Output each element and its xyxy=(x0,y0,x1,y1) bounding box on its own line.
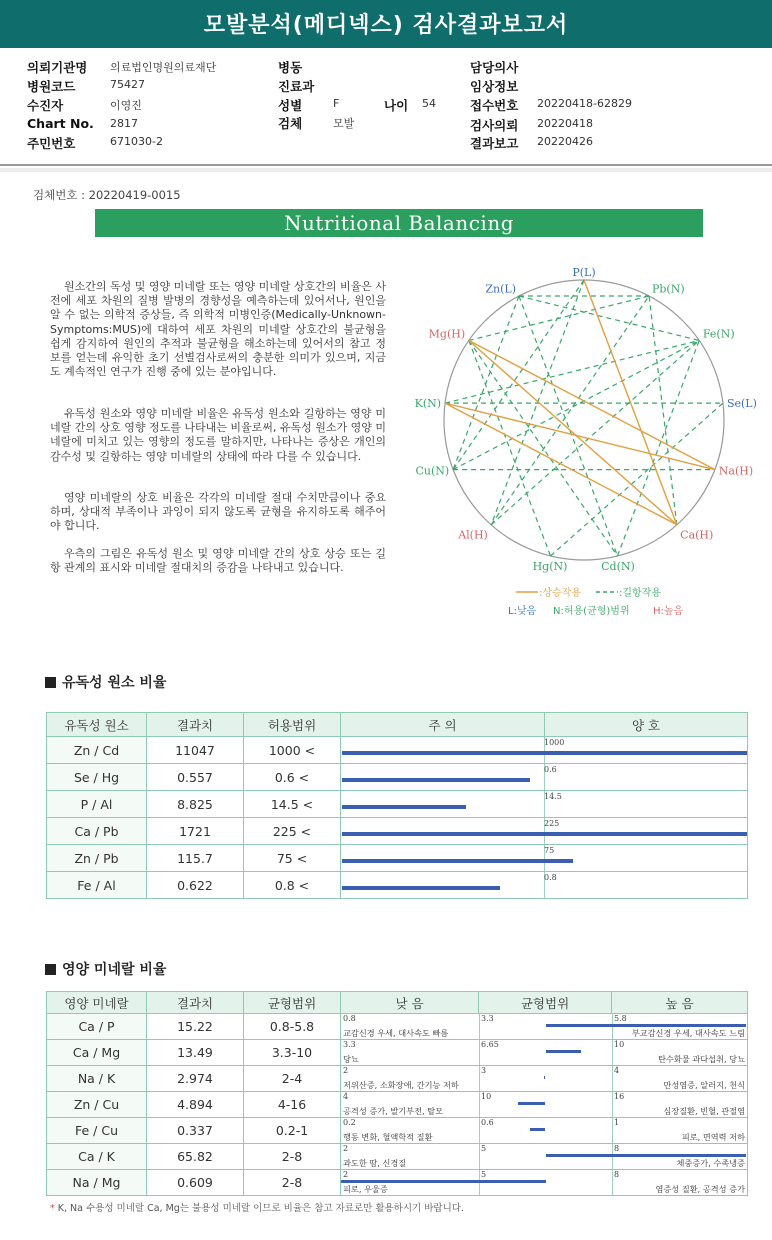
antagonism-line xyxy=(519,296,699,340)
toxic-section-title: 유독성 원소 비율 xyxy=(45,672,166,692)
toxic-ratio-bar xyxy=(342,859,573,863)
antagonism-line xyxy=(491,296,649,525)
toxic-header-value: 결과치 xyxy=(147,713,244,737)
nutrient-ratio-name: Zn / Cu xyxy=(47,1092,147,1118)
synergy-line xyxy=(445,403,715,470)
ward-label: 병동 xyxy=(278,60,303,75)
specimen-label: 검체 xyxy=(278,116,303,131)
low-symptom-note: 행동 변화, 혈액학적 질환 xyxy=(343,1132,433,1142)
square-bullet-icon xyxy=(45,964,56,975)
zone-line xyxy=(479,1144,480,1169)
square-bullet-icon xyxy=(45,677,56,688)
table-row xyxy=(47,1144,748,1170)
high-symptom-note: 염증성 질환, 공격성 증가 xyxy=(655,1184,745,1194)
nutrient-ratio-value: 13.49 xyxy=(147,1040,244,1066)
nutrient-ratio-name: Ca / P xyxy=(47,1014,147,1040)
threshold-label: 1000 xyxy=(544,738,565,747)
receipt-value: 20220418-62829 xyxy=(537,97,632,110)
receipt-label: 접수번호 xyxy=(470,98,519,113)
threshold-label: 225 xyxy=(544,819,560,828)
nutrient-ratio-bar xyxy=(546,1024,747,1027)
chart-label: Chart No. xyxy=(27,116,94,131)
age-label: 나이 xyxy=(384,98,409,113)
toxic-ratio-bar xyxy=(342,805,466,809)
nutrient-ratio-range: 4-16 xyxy=(244,1092,341,1118)
mid-label: 5 xyxy=(481,1144,487,1153)
high-symptom-note: 체중증가, 수족냉증 xyxy=(676,1158,745,1168)
nutrient-ratio-value: 0.609 xyxy=(147,1170,244,1196)
nutrient-ratio-range: 3.3-10 xyxy=(244,1040,341,1066)
high-bound-label: 8 xyxy=(614,1144,620,1153)
request-label: 검사의뢰 xyxy=(470,118,519,133)
low-symptom-note: 교감신경 우세, 대사속도 빠름 xyxy=(343,1028,449,1038)
age-value: 54 xyxy=(422,97,436,110)
low-symptom-note: 당뇨 xyxy=(343,1054,359,1064)
nutrient-ratio-range: 2-8 xyxy=(244,1144,341,1170)
chart-value: 2817 xyxy=(110,117,138,130)
wheel-node-label: Se(L) xyxy=(726,396,757,410)
table-row xyxy=(47,1066,748,1092)
sex-value: F xyxy=(333,97,340,110)
toxic-header-range: 허용범위 xyxy=(244,713,341,737)
toxic-ratio-name: Fe / Al xyxy=(47,872,147,899)
low-symptom-note: 피로, 우울증 xyxy=(343,1184,388,1194)
table-row xyxy=(47,1092,748,1118)
toxic-ratio-value: 0.622 xyxy=(147,872,244,899)
wheel-node-label: Mg(H) xyxy=(428,327,466,341)
wheel-node-label: Zn(L) xyxy=(485,282,517,296)
nutrient-ratio-range: 0.8-5.8 xyxy=(244,1014,341,1040)
toxic-ratio-value: 11047 xyxy=(147,737,244,764)
toxic-header-good: 양 호 xyxy=(545,713,748,737)
synergy-line xyxy=(584,280,677,525)
request-value: 20220418 xyxy=(537,117,593,130)
low-bound-label: 2 xyxy=(343,1066,349,1075)
toxic-ratio-bar xyxy=(342,832,747,836)
table-row xyxy=(47,1040,748,1066)
report-value: 20220426 xyxy=(537,135,593,148)
nutrient-ratio-value: 0.337 xyxy=(147,1118,244,1144)
toxic-bar-cell xyxy=(341,737,748,764)
nutrient-ratio-bar xyxy=(341,1180,546,1183)
nutrient-ratio-name: Fe / Cu xyxy=(47,1118,147,1144)
nutrient-ratio-bar xyxy=(546,1050,582,1053)
mid-label: 3 xyxy=(481,1066,487,1075)
threshold-label: 75 xyxy=(544,846,555,855)
table-row xyxy=(47,737,748,764)
legend-low-label: L:낮음 xyxy=(508,606,537,617)
antagonism-line xyxy=(519,296,618,556)
wheel-node-label: K(N) xyxy=(414,396,442,410)
wheel-node-label: P(L) xyxy=(572,266,596,279)
toxic-bar-cell xyxy=(341,764,748,791)
nutrient-ratio-value: 2.974 xyxy=(147,1066,244,1092)
wheel-node-label: Hg(N) xyxy=(532,559,568,573)
nutrient-bar-cell xyxy=(341,1092,748,1118)
table-row xyxy=(47,1118,748,1144)
zone-line xyxy=(479,1118,480,1143)
wheel-node-label: Al(H) xyxy=(458,528,488,542)
toxic-ratio-value: 115.7 xyxy=(147,845,244,872)
antagonism-line xyxy=(469,340,551,555)
wheel-circle xyxy=(444,280,724,560)
high-bound-label: 4 xyxy=(614,1066,620,1075)
nutrient-ratio-range: 0.2-1 xyxy=(244,1118,341,1144)
specimen-value: 모발 xyxy=(333,117,355,130)
nutrient-ratio-value: 15.22 xyxy=(147,1014,244,1040)
nutrient-bar-cell xyxy=(341,1014,748,1040)
wheel-node-label: Fe(N) xyxy=(702,327,735,341)
toxic-ratio-range: 0.8 < xyxy=(244,872,341,899)
intro-paragraph-2: 유독성 원소와 영양 미네랄 비율은 유독성 원소와 길항하는 영양 미네랄 간의 상호 영향 정도를 나타내는 비율로써, 유독성 원소가 영양 미네랄에 미치고 있는 영향의 정도를 말하지만, 나타나는 증상은 개인의 감수성 및 길항하는 영양 미네랄의 상태에 따라 다를 수 있습니다. xyxy=(50,407,386,463)
zone-line xyxy=(612,1066,613,1091)
nutrient-ratio-value: 4.894 xyxy=(147,1092,244,1118)
patient-value: 이영진 xyxy=(110,99,142,112)
toxic-ratio-bar xyxy=(342,778,530,782)
hospital-code-value: 75427 xyxy=(110,78,145,91)
wheel-node-label: Cd(N) xyxy=(601,559,635,573)
nutrient-ratio-table xyxy=(46,991,748,1196)
divider xyxy=(0,168,772,172)
antagonism-line xyxy=(469,340,618,555)
high-bound-label: 5.8 xyxy=(614,1014,627,1023)
table-row xyxy=(47,872,748,899)
toxic-ratio-bar xyxy=(342,886,500,890)
zone-line xyxy=(612,1040,613,1065)
high-symptom-note: 만성염증, 알러지, 천식 xyxy=(663,1080,745,1090)
nutrient-ratio-name: Na / Mg xyxy=(47,1170,147,1196)
legend-antagonism-label: :길항작용 xyxy=(619,588,662,599)
toxic-bar-cell xyxy=(341,845,748,872)
nutrient-header-high: 높 음 xyxy=(612,992,748,1014)
legend-normal-label: N:허용(균형)범위 xyxy=(553,606,630,617)
nutrient-ratio-name: Ca / Mg xyxy=(47,1040,147,1066)
mineral-interaction-wheel xyxy=(414,266,757,622)
nutrient-bar-cell xyxy=(341,1170,748,1196)
legend-high-label: H:높음 xyxy=(653,606,684,617)
wheel-node-label: Pb(N) xyxy=(651,282,685,296)
toxic-ratio-range: 225 < xyxy=(244,818,341,845)
report-header xyxy=(0,0,772,48)
intro-paragraph-4: 우측의 그림은 유독성 원소 및 영양 미네랄 간의 상호 상승 또는 길항 관계의 표시와 미네랄 절대치의 증감을 나타내고 있습니다. xyxy=(50,547,386,575)
nutrient-ratio-bar xyxy=(518,1102,546,1105)
threshold-label: 0.8 xyxy=(544,873,557,882)
patient-info-panel xyxy=(0,50,772,166)
high-symptom-note: 심장질환, 빈혈, 관절염 xyxy=(663,1106,745,1116)
wheel-node-label: Ca(H) xyxy=(680,528,714,542)
toxic-ratio-name: Ca / Pb xyxy=(47,818,147,845)
toxic-ratio-range: 75 < xyxy=(244,845,341,872)
low-symptom-note: 저위산증, 소화장애, 간기능 저하 xyxy=(343,1080,459,1090)
dept-label: 진료과 xyxy=(278,79,315,94)
high-symptom-note: 부교감신경 우세, 대사속도 느림 xyxy=(631,1028,745,1038)
nutrient-bar-cell xyxy=(341,1144,748,1170)
zone-line xyxy=(612,1170,613,1195)
institution-label: 의뢰기관명 xyxy=(27,60,88,75)
low-symptom-note: 과도한 땀, 신경질 xyxy=(343,1158,407,1168)
legend-synergy-label: :상승작용 xyxy=(539,588,582,599)
nutrient-section-title: 영양 미네랄 비율 xyxy=(45,959,166,979)
nutrient-header-balance: 균형범위 xyxy=(479,992,612,1014)
nutrient-bar-cell xyxy=(341,1040,748,1066)
threshold-label: 0.6 xyxy=(544,765,557,774)
zone-line xyxy=(612,1092,613,1117)
high-bound-label: 8 xyxy=(614,1170,620,1179)
antagonism-line xyxy=(453,296,519,470)
doctor-label: 담당의사 xyxy=(470,60,519,75)
nutrient-bar-cell xyxy=(341,1066,748,1092)
section-banner: Nutritional Balancing xyxy=(95,209,703,237)
nutrient-header-value: 결과치 xyxy=(147,992,244,1014)
zone-line xyxy=(479,1040,480,1065)
zone-line xyxy=(479,1014,480,1039)
sex-label: 성별 xyxy=(278,98,303,113)
zone-line xyxy=(612,1118,613,1143)
table-row xyxy=(47,845,748,872)
low-symptom-note: 공격성 증가, 발기부전, 탈모 xyxy=(343,1106,444,1116)
nutrient-ratio-name: Ca / K xyxy=(47,1144,147,1170)
sample-number: 검체번호 : 20220419-0015 xyxy=(33,188,181,202)
institution-value: 의료법인명원의료재단 xyxy=(110,61,217,74)
id-label: 주민번호 xyxy=(27,136,76,151)
nutrient-ratio-bar xyxy=(530,1128,546,1131)
table-row xyxy=(47,818,748,845)
low-bound-label: 4 xyxy=(343,1092,349,1101)
nutrient-ratio-range: 2-4 xyxy=(244,1066,341,1092)
wheel-node-label: Na(H) xyxy=(718,464,754,478)
hospital-code-label: 병원코드 xyxy=(27,79,76,94)
toxic-header-element: 유독성 원소 xyxy=(47,713,147,737)
footnote: * K, Na 수용성 미네랄 Ca, Mg는 불용성 미네랄 이므로 비율은 참고 자료로만 활용하시기 바랍니다. xyxy=(50,1203,464,1214)
toxic-bar-cell xyxy=(341,818,748,845)
high-bound-label: 1 xyxy=(614,1118,620,1127)
threshold-label: 14.5 xyxy=(544,792,562,801)
low-bound-label: 0.2 xyxy=(343,1118,356,1127)
report-title: 모발분석(메디넥스) 검사결과보고서 xyxy=(203,13,569,38)
low-bound-label: 0.8 xyxy=(343,1014,356,1023)
nutrient-ratio-name: Na / K xyxy=(47,1066,147,1092)
toxic-ratio-name: Zn / Pb xyxy=(47,845,147,872)
nutrient-ratio-range: 2-8 xyxy=(244,1170,341,1196)
toxic-header-caution: 주 의 xyxy=(341,713,545,737)
intro-paragraph-1: 원소간의 독성 및 영양 미네랄 또는 영양 미네랄 상호간의 비율은 사전에 세포 차원의 질병 발병의 경향성을 예측하는데 있어서나, 원인을 알 수 없는 의학적 증상들, 즉 의학적 미병인증(Medically-Unknown-Symptoms:MUS)에 대하여 세포 차원의 미네랄 상호간의 불균형을 쉽게 감지하여 원인의 추적과 불균형을 해소하는데 있어서의 참고 정보를 얻는데 유익한 초기 선별검사로써의 충분한 의미가 있으며, 지금도 계속적인 연구가 진행 중에 있는 분야입니다. xyxy=(50,280,386,379)
low-bound-label: 2 xyxy=(343,1170,349,1179)
toxic-bar-cell xyxy=(341,791,748,818)
intro-paragraph-3: 영양 미네랄의 상호 비율은 각각의 미네랄 절대 수치만큼이나 중요하며, 상대적 부족이나 과잉이 되지 않도록 균형을 유지하도록 해주어야 합니다. xyxy=(50,491,386,533)
toxic-ratio-name: Se / Hg xyxy=(47,764,147,791)
table-row xyxy=(47,791,748,818)
table-row xyxy=(47,1170,748,1196)
toxic-ratio-table xyxy=(46,712,748,899)
nutrient-bar-cell xyxy=(341,1118,748,1144)
high-symptom-note: 탄수화물 과다섭취, 당뇨 xyxy=(658,1054,745,1064)
mid-label: 3.3 xyxy=(481,1014,494,1023)
zone-line xyxy=(479,1092,480,1117)
nutrient-header-mineral: 영양 미네랄 xyxy=(47,992,147,1014)
patient-label: 수진자 xyxy=(27,98,64,113)
mid-label: 10 xyxy=(481,1092,492,1101)
antagonism-line xyxy=(445,340,699,403)
nutrient-header-low: 낮 음 xyxy=(341,992,479,1014)
nutrient-ratio-value: 65.82 xyxy=(147,1144,244,1170)
low-bound-label: 3.3 xyxy=(343,1040,356,1049)
report-label: 결과보고 xyxy=(470,136,519,151)
table-row xyxy=(47,764,748,791)
mid-label: 0.6 xyxy=(481,1118,494,1127)
clinical-label: 임상정보 xyxy=(470,79,519,94)
toxic-ratio-range: 1000 < xyxy=(244,737,341,764)
wheel-node-label: Cu(N) xyxy=(415,464,450,478)
low-bound-label: 2 xyxy=(343,1144,349,1153)
toxic-ratio-value: 1721 xyxy=(147,818,244,845)
nutrient-header-range: 균형범위 xyxy=(244,992,341,1014)
toxic-ratio-value: 0.557 xyxy=(147,764,244,791)
table-row xyxy=(47,1014,748,1040)
antagonism-line xyxy=(469,296,649,340)
high-bound-label: 16 xyxy=(614,1092,625,1101)
antagonism-line xyxy=(491,280,584,525)
zone-line xyxy=(479,1066,480,1091)
toxic-ratio-name: Zn / Cd xyxy=(47,737,147,764)
toxic-ratio-name: P / Al xyxy=(47,791,147,818)
nutrient-ratio-bar xyxy=(544,1076,545,1079)
toxic-bar-cell xyxy=(341,872,748,899)
nutrient-ratio-bar xyxy=(546,1154,747,1157)
toxic-ratio-range: 14.5 < xyxy=(244,791,341,818)
mid-label: 6.65 xyxy=(481,1040,499,1049)
high-symptom-note: 피로, 면역력 저하 xyxy=(681,1132,745,1142)
toxic-ratio-bar xyxy=(342,751,747,755)
mid-label: 5 xyxy=(481,1170,487,1179)
toxic-ratio-value: 8.825 xyxy=(147,791,244,818)
id-value: 671030-2 xyxy=(110,135,163,148)
high-bound-label: 10 xyxy=(614,1040,625,1049)
toxic-ratio-range: 0.6 < xyxy=(244,764,341,791)
